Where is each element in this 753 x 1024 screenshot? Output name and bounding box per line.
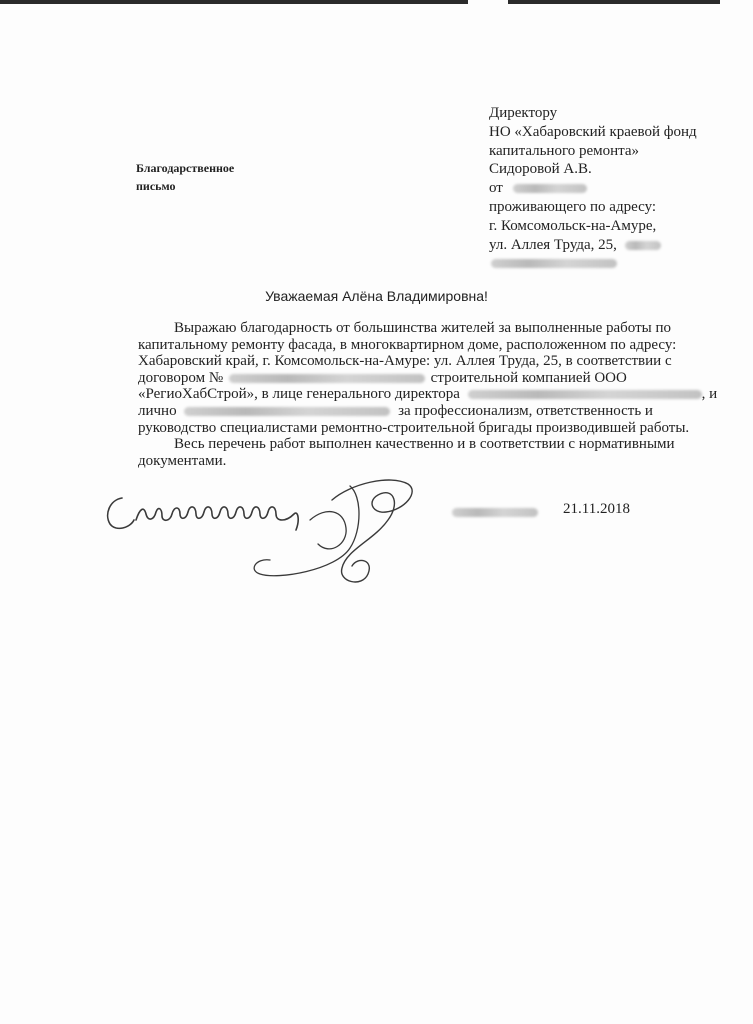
redacted-apartment: [625, 241, 661, 250]
scan-edge: [0, 0, 753, 4]
contractor-text: строительной компанией ООО: [430, 369, 627, 386]
body-line: [138, 370, 682, 387]
addressee-line-2: НО «Хабаровский краевой фонд: [489, 123, 697, 140]
redacted-person-name: [184, 407, 390, 416]
body-line: Выражаю благодарность от большинства жителей за выполненные работы по: [174, 320, 671, 336]
addressee-line-5: от: [489, 180, 503, 197]
body-line: руководство специалистами ремонтно-строительной бригады производившей работы.: [138, 419, 690, 436]
addressee-line-7: г. Комсомольск-на-Амуре,: [489, 217, 657, 234]
greeting: Уважаемая Алёна Владимировна!: [265, 288, 488, 304]
body-line: Весь перечень работ выполнен качественно и в соответствии с нормативными: [174, 436, 675, 453]
company-text: «РегиоХабСтрой», в лице генерального директора: [138, 386, 460, 403]
addressee-from-line: [489, 179, 697, 198]
body-line: Хабаровский край, г. Комсомольск-на-Амуре: ул. Аллея Труда, 25, в соответствии с: [138, 353, 672, 370]
letter-body: [138, 320, 718, 469]
body-line: [138, 386, 718, 403]
addressee-line-4: Сидоровой А.В.: [489, 161, 592, 178]
addressee-line-6: проживающего по адресу:: [489, 198, 657, 215]
addressee-line-1: Директору: [489, 105, 558, 121]
redacted-signatory-name: [452, 508, 538, 517]
body-line: [138, 403, 682, 420]
redacted-director-name: [468, 390, 702, 399]
body-text-fragment: лично: [138, 402, 177, 419]
body-line: документами.: [138, 452, 227, 469]
title-line-2: письмо: [136, 179, 176, 193]
document-title: [136, 159, 234, 195]
addressee-redacted-line: [489, 254, 697, 273]
contract-label: договором №: [138, 369, 224, 386]
body-line: капитальному ремонту фасада, в многоквартирном доме, расположенном по адресу:: [138, 336, 677, 353]
addressee-block: [489, 104, 697, 273]
letter-date: 21.11.2018: [563, 501, 630, 517]
handwritten-signature: [100, 470, 430, 600]
body-text-fragment: , и: [701, 386, 718, 403]
redacted-sender-name: [513, 184, 587, 193]
title-line-1: Благодарственное: [136, 161, 235, 175]
redacted-contract-number: [229, 374, 425, 383]
addressee-line-3: капитального ремонта»: [489, 142, 640, 159]
redacted-phone: [491, 259, 617, 268]
body-text-fragment: за профессионализм, ответственность и: [398, 402, 653, 419]
addressee-line-8: ул. Аллея Труда, 25,: [489, 236, 617, 253]
addressee-street-line: [489, 236, 697, 255]
